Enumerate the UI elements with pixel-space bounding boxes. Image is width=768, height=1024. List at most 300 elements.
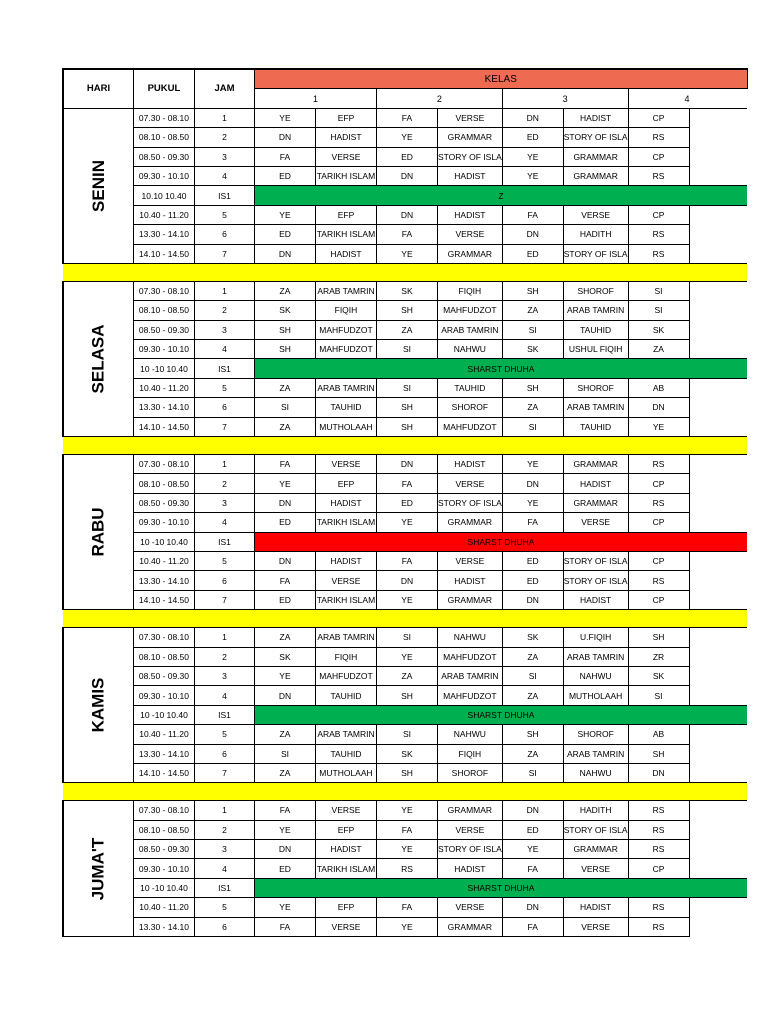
overflow-cell (689, 820, 747, 839)
time-cell: 09.30 - 10.10 (133, 513, 194, 532)
teacher-cell: ZA (254, 628, 315, 647)
subject-cell: HADIST (315, 840, 376, 859)
subject-cell: ARAB TAMRIN (315, 628, 376, 647)
subject-cell: EFP (315, 108, 376, 127)
subject-cell: HADITH (563, 225, 628, 244)
teacher-cell: RS (628, 801, 689, 820)
subject-cell: VERSE (563, 859, 628, 878)
teacher-cell: FA (376, 551, 437, 570)
teacher-cell: ZA (254, 281, 315, 300)
table-row (63, 859, 747, 878)
subject-cell: TARIKH ISLAM (315, 513, 376, 532)
day-label (63, 108, 133, 263)
jam-cell: 2 (194, 128, 254, 147)
teacher-cell: YE (376, 244, 437, 263)
subject-cell: STORY OF ISLA (563, 571, 628, 590)
teacher-cell: YE (376, 590, 437, 609)
jam-cell: 7 (194, 417, 254, 436)
subject-cell: ARAB TAMRIN (563, 647, 628, 666)
subject-cell: TAUHID (437, 378, 502, 397)
table-row (63, 301, 747, 320)
time-cell: 10 -10 10.40 (133, 359, 194, 378)
subject-cell: HADIST (315, 128, 376, 147)
teacher-cell: FA (502, 859, 563, 878)
teacher-cell: ZA (502, 744, 563, 763)
time-cell: 10 -10 10.40 (133, 705, 194, 724)
teacher-cell: ZA (502, 301, 563, 320)
subject-cell: HADIST (563, 590, 628, 609)
teacher-cell: SI (628, 281, 689, 300)
table-row (63, 244, 747, 263)
teacher-cell: FA (376, 225, 437, 244)
overflow-cell (689, 281, 747, 300)
teacher-cell: SH (502, 281, 563, 300)
teacher-cell: ED (254, 859, 315, 878)
time-cell: 08.50 - 09.30 (133, 666, 194, 685)
table-row (63, 281, 747, 300)
teacher-cell: SK (254, 301, 315, 320)
teacher-cell: SI (628, 686, 689, 705)
table-row (63, 378, 747, 397)
teacher-cell: SI (502, 666, 563, 685)
teacher-cell: CP (628, 859, 689, 878)
subject-cell: VERSE (437, 474, 502, 493)
subject-cell: MAHFUDZOT (437, 301, 502, 320)
teacher-cell: SH (376, 417, 437, 436)
teacher-cell: SK (628, 320, 689, 339)
subject-cell: NAHWU (563, 666, 628, 685)
teacher-cell: CP (628, 590, 689, 609)
subject-cell: HADIST (315, 244, 376, 263)
header-row-1 (63, 69, 747, 89)
time-cell: 10.40 - 11.20 (133, 378, 194, 397)
jam-cell: 2 (194, 820, 254, 839)
time-cell: 08.50 - 09.30 (133, 147, 194, 166)
break-cell: SHARST DHUHA (254, 359, 747, 378)
overflow-cell (689, 398, 747, 417)
break-row (63, 532, 747, 551)
table-row (63, 571, 747, 590)
subject-cell: VERSE (437, 108, 502, 127)
overflow-cell (689, 320, 747, 339)
teacher-cell: SH (628, 628, 689, 647)
day-separator (63, 437, 747, 455)
jam-cell: 2 (194, 474, 254, 493)
time-cell: 14.10 - 14.50 (133, 417, 194, 436)
break-row (63, 359, 747, 378)
table-row (63, 666, 747, 685)
subject-cell: HADIST (437, 166, 502, 185)
table-row (63, 763, 747, 782)
subject-cell: ARAB TAMRIN (563, 301, 628, 320)
subject-cell: STORY OF ISLA (563, 128, 628, 147)
teacher-cell: CP (628, 474, 689, 493)
class-number-1: 1 (254, 89, 376, 108)
kelas-header: KELAS (254, 69, 747, 89)
overflow-cell (689, 647, 747, 666)
teacher-cell: FA (254, 801, 315, 820)
jam-cell: 1 (194, 108, 254, 127)
teacher-cell: YE (254, 108, 315, 127)
teacher-cell: DN (502, 474, 563, 493)
subject-cell: EFP (315, 898, 376, 917)
teacher-cell: DN (502, 108, 563, 127)
subject-cell: FIQIH (437, 281, 502, 300)
day-label (63, 281, 133, 436)
teacher-cell: YE (376, 647, 437, 666)
subject-cell: SHOROF (563, 725, 628, 744)
subject-cell: NAHWU (563, 763, 628, 782)
subject-cell: GRAMMAR (437, 244, 502, 263)
jam-cell: 5 (194, 378, 254, 397)
subject-cell: MAHFUDZOT (437, 417, 502, 436)
teacher-cell: ED (502, 128, 563, 147)
subject-cell: GRAMMAR (563, 840, 628, 859)
overflow-cell (689, 108, 747, 127)
subject-cell: TARIKH ISLAM (315, 859, 376, 878)
teacher-cell: ED (502, 551, 563, 570)
teacher-cell: ED (376, 147, 437, 166)
subject-cell: MUTHOLAAH (563, 686, 628, 705)
break-row (63, 705, 747, 724)
overflow-cell (689, 898, 747, 917)
subject-cell: TAUHID (315, 398, 376, 417)
overflow-cell (689, 340, 747, 359)
subject-cell: SHOROF (563, 378, 628, 397)
table-row (63, 455, 747, 474)
overflow-cell (689, 455, 747, 474)
teacher-cell: ED (502, 244, 563, 263)
teacher-cell: SI (376, 725, 437, 744)
overflow-cell (689, 840, 747, 859)
jam-cell: IS1 (194, 705, 254, 724)
day-name: RABU (88, 507, 108, 557)
teacher-cell: DN (254, 244, 315, 263)
jam-cell: 7 (194, 590, 254, 609)
teacher-cell: SK (502, 628, 563, 647)
subject-cell: GRAMMAR (437, 801, 502, 820)
class-number-4: 4 (628, 89, 747, 108)
time-cell: 13.30 - 14.10 (133, 398, 194, 417)
time-cell: 10 -10 10.40 (133, 532, 194, 551)
teacher-cell: FA (254, 147, 315, 166)
teacher-cell: YE (254, 205, 315, 224)
break-row (63, 186, 747, 205)
jam-cell: 3 (194, 147, 254, 166)
time-cell: 07.30 - 08.10 (133, 281, 194, 300)
teacher-cell: SH (376, 301, 437, 320)
jam-cell: 6 (194, 917, 254, 936)
time-cell: 09.30 - 10.10 (133, 859, 194, 878)
subject-cell: TAUHID (563, 320, 628, 339)
teacher-cell: SH (376, 686, 437, 705)
teacher-cell: AB (628, 725, 689, 744)
overflow-cell (689, 666, 747, 685)
subject-cell: HADIST (437, 455, 502, 474)
jam-cell: 7 (194, 763, 254, 782)
teacher-cell: ZA (254, 763, 315, 782)
teacher-cell: RS (628, 820, 689, 839)
teacher-cell: FA (502, 205, 563, 224)
table-row (63, 513, 747, 532)
teacher-cell: YE (376, 840, 437, 859)
subject-cell: HADIST (563, 474, 628, 493)
jam-cell: 2 (194, 301, 254, 320)
time-cell: 08.10 - 08.50 (133, 647, 194, 666)
teacher-cell: ZA (254, 378, 315, 397)
table-row (63, 225, 747, 244)
time-cell: 10.40 - 11.20 (133, 898, 194, 917)
teacher-cell: FA (502, 917, 563, 936)
time-cell: 13.30 - 14.10 (133, 571, 194, 590)
break-row (63, 878, 747, 897)
overflow-cell (689, 147, 747, 166)
teacher-cell: ED (254, 225, 315, 244)
time-cell: 08.10 - 08.50 (133, 128, 194, 147)
teacher-cell: SI (254, 744, 315, 763)
subject-cell: STORY OF ISLA (437, 147, 502, 166)
subject-cell: ARAB TAMRIN (437, 320, 502, 339)
jam-header: JAM (194, 69, 254, 108)
subject-cell: STORY OF ISLA (563, 244, 628, 263)
subject-cell: VERSE (437, 551, 502, 570)
teacher-cell: YE (502, 166, 563, 185)
teacher-cell: YE (502, 455, 563, 474)
teacher-cell: FA (254, 571, 315, 590)
subject-cell: GRAMMAR (437, 513, 502, 532)
teacher-cell: DN (628, 763, 689, 782)
subject-cell: GRAMMAR (563, 166, 628, 185)
table-row (63, 417, 747, 436)
subject-cell: SHOROF (437, 398, 502, 417)
class-number-2: 2 (376, 89, 502, 108)
teacher-cell: DN (502, 225, 563, 244)
teacher-cell: SI (254, 398, 315, 417)
subject-cell: STORY OF ISLA (437, 493, 502, 512)
separator-band (63, 263, 747, 281)
subject-cell: HADITH (563, 801, 628, 820)
teacher-cell: FA (376, 820, 437, 839)
time-cell: 07.30 - 08.10 (133, 108, 194, 127)
teacher-cell: CP (628, 551, 689, 570)
teacher-cell: RS (628, 917, 689, 936)
table-row (63, 340, 747, 359)
jam-cell: 5 (194, 551, 254, 570)
overflow-cell (689, 590, 747, 609)
separator-band (63, 610, 747, 628)
time-cell: 14.10 - 14.50 (133, 763, 194, 782)
teacher-cell: SK (254, 647, 315, 666)
teacher-cell: SH (254, 320, 315, 339)
subject-cell: NAHWU (437, 628, 502, 647)
subject-cell: ARAB TAMRIN (437, 666, 502, 685)
subject-cell: MAHFUDZOT (315, 666, 376, 685)
jam-cell: 6 (194, 744, 254, 763)
table-row (63, 590, 747, 609)
subject-cell: MAHFUDZOT (315, 340, 376, 359)
teacher-cell: ZA (502, 686, 563, 705)
teacher-cell: SH (254, 340, 315, 359)
subject-cell: VERSE (563, 513, 628, 532)
time-cell: 10.10 10.40 (133, 186, 194, 205)
time-cell: 13.30 - 14.10 (133, 225, 194, 244)
hari-header: HARI (63, 69, 133, 108)
teacher-cell: YE (376, 917, 437, 936)
table-row (63, 474, 747, 493)
overflow-cell (689, 859, 747, 878)
subject-cell: VERSE (437, 820, 502, 839)
jam-cell: 4 (194, 859, 254, 878)
teacher-cell: RS (628, 898, 689, 917)
subject-cell: STORY OF ISLA (563, 551, 628, 570)
subject-cell: GRAMMAR (563, 455, 628, 474)
overflow-cell (689, 744, 747, 763)
teacher-cell: FA (502, 513, 563, 532)
teacher-cell: YE (502, 147, 563, 166)
teacher-cell: DN (254, 551, 315, 570)
jam-cell: IS1 (194, 359, 254, 378)
schedule-sheet (62, 68, 768, 937)
subject-cell: HADIST (315, 493, 376, 512)
overflow-cell (689, 225, 747, 244)
time-cell: 07.30 - 08.10 (133, 801, 194, 820)
table-row (63, 147, 747, 166)
time-cell: 08.10 - 08.50 (133, 301, 194, 320)
overflow-cell (689, 628, 747, 647)
teacher-cell: DN (502, 898, 563, 917)
subject-cell: HADIST (563, 898, 628, 917)
teacher-cell: FA (376, 898, 437, 917)
jam-cell: 2 (194, 647, 254, 666)
teacher-cell: ZA (502, 398, 563, 417)
jam-cell: 1 (194, 455, 254, 474)
overflow-cell (689, 801, 747, 820)
jam-cell: 4 (194, 686, 254, 705)
teacher-cell: YE (254, 474, 315, 493)
jam-cell: 1 (194, 801, 254, 820)
subject-cell: MUTHOLAAH (315, 417, 376, 436)
teacher-cell: ZA (376, 666, 437, 685)
teacher-cell: RS (628, 244, 689, 263)
teacher-cell: SK (376, 281, 437, 300)
teacher-cell: RS (628, 128, 689, 147)
teacher-cell: SI (376, 628, 437, 647)
jam-cell: 5 (194, 898, 254, 917)
subject-cell: TARIKH ISLAM (315, 166, 376, 185)
jam-cell: IS1 (194, 878, 254, 897)
overflow-cell (689, 571, 747, 590)
teacher-cell: RS (628, 840, 689, 859)
time-cell: 08.50 - 09.30 (133, 320, 194, 339)
teacher-cell: DN (254, 686, 315, 705)
subject-cell: STORY OF ISLA (437, 840, 502, 859)
time-cell: 13.30 - 14.10 (133, 917, 194, 936)
time-cell: 09.30 - 10.10 (133, 166, 194, 185)
teacher-cell: DN (254, 493, 315, 512)
subject-cell: FIQIH (315, 301, 376, 320)
teacher-cell: CP (628, 205, 689, 224)
teacher-cell: DN (502, 590, 563, 609)
teacher-cell: RS (628, 225, 689, 244)
day-label (63, 801, 133, 937)
subject-cell: HADIST (563, 108, 628, 127)
teacher-cell: SI (376, 378, 437, 397)
day-label (63, 628, 133, 783)
overflow-cell (689, 551, 747, 570)
time-cell: 09.30 - 10.10 (133, 686, 194, 705)
overflow-cell (689, 205, 747, 224)
overflow-cell (689, 244, 747, 263)
teacher-cell: RS (628, 571, 689, 590)
teacher-cell: FA (376, 108, 437, 127)
teacher-cell: SH (502, 725, 563, 744)
subject-cell: MUTHOLAAH (315, 763, 376, 782)
subject-cell: GRAMMAR (437, 590, 502, 609)
table-row (63, 398, 747, 417)
jam-cell: IS1 (194, 532, 254, 551)
subject-cell: VERSE (315, 801, 376, 820)
table-row (63, 744, 747, 763)
teacher-cell: SK (502, 340, 563, 359)
jam-cell: 5 (194, 205, 254, 224)
break-cell: SHARST DHUHA (254, 705, 747, 724)
subject-cell: EFP (315, 820, 376, 839)
teacher-cell: YE (254, 820, 315, 839)
subject-cell: TARIKH ISLAM (315, 590, 376, 609)
overflow-cell (689, 166, 747, 185)
pukul-header: PUKUL (133, 69, 194, 108)
teacher-cell: FA (376, 474, 437, 493)
overflow-cell (689, 301, 747, 320)
jam-cell: 3 (194, 320, 254, 339)
table-row (63, 898, 747, 917)
table-row (63, 647, 747, 666)
time-cell: 10 -10 10.40 (133, 878, 194, 897)
time-cell: 10.40 - 11.20 (133, 725, 194, 744)
teacher-cell: YE (376, 513, 437, 532)
teacher-cell: DN (502, 801, 563, 820)
subject-cell: EFP (315, 205, 376, 224)
subject-cell: VERSE (437, 225, 502, 244)
overflow-cell (689, 417, 747, 436)
table-row (63, 628, 747, 647)
teacher-cell: ZA (254, 417, 315, 436)
break-cell: SHARST DHUHA (254, 532, 747, 551)
teacher-cell: ED (254, 590, 315, 609)
teacher-cell: FA (254, 455, 315, 474)
table-row (63, 820, 747, 839)
teacher-cell: ED (376, 493, 437, 512)
time-cell: 08.10 - 08.50 (133, 474, 194, 493)
time-cell: 09.30 - 10.10 (133, 340, 194, 359)
teacher-cell: FA (254, 917, 315, 936)
teacher-cell: ZR (628, 647, 689, 666)
day-name: SELASA (88, 324, 108, 394)
subject-cell: NAHWU (437, 725, 502, 744)
jam-cell: 6 (194, 398, 254, 417)
teacher-cell: DN (376, 571, 437, 590)
separator-band (63, 437, 747, 455)
teacher-cell: YE (502, 493, 563, 512)
day-name: JUMA'T (88, 837, 108, 900)
teacher-cell: SI (628, 301, 689, 320)
teacher-cell: SI (376, 340, 437, 359)
subject-cell: SHOROF (437, 763, 502, 782)
time-cell: 14.10 - 14.50 (133, 590, 194, 609)
subject-cell: ARAB TAMRIN (315, 281, 376, 300)
teacher-cell: SI (502, 417, 563, 436)
jam-cell: 4 (194, 513, 254, 532)
